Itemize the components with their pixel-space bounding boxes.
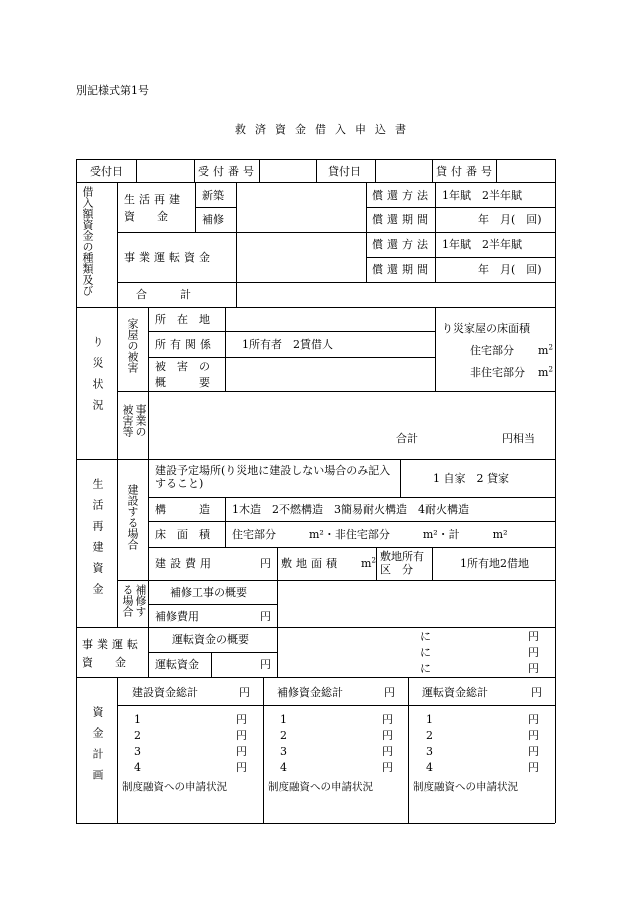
business-total-label: 運転資金総計 <box>422 686 488 699</box>
business-summary-label: 運転資金の概要 <box>172 633 249 646</box>
repair-apply-status: 制度融資への申請状況 <box>268 781 373 793</box>
repair-item-2-yen: 円 <box>382 729 393 742</box>
non-residential-part-label: 非住宅部分 <box>470 366 525 379</box>
business-fund-section-label-a: 事業運転 <box>82 638 142 651</box>
repair-item-3: 3 <box>280 745 287 758</box>
business-amount-yen: 円 <box>260 658 271 671</box>
business-item-3-yen: 円 <box>528 745 539 758</box>
business-yen-1: 円 <box>528 630 539 643</box>
land-options: 1所有地2借地 <box>460 557 529 570</box>
business-ni-3: に <box>420 662 431 675</box>
fund-plan-label: 資金計画 <box>91 706 104 790</box>
repair-total-yen: 円 <box>384 686 395 699</box>
business-yen-2: 円 <box>528 646 539 659</box>
repair-item-3-yen: 円 <box>382 745 393 758</box>
repair-total-label: 補修資金総計 <box>277 686 343 699</box>
repair-case-label: 補修する場合 <box>121 584 147 617</box>
land-ownership-label: 敷地所有区 分 <box>380 550 424 576</box>
build-item-2: 2 <box>134 729 141 742</box>
business-damage-label: 事業の被害等 <box>121 404 147 437</box>
build-item-1-yen: 円 <box>236 713 247 726</box>
repay-period-label-1: 償還期間 <box>372 213 432 226</box>
loan-date-label: 貸付日 <box>328 165 361 178</box>
repay-period-label-2: 償還期間 <box>372 263 432 276</box>
business-item-3: 3 <box>426 745 433 758</box>
living-rebuild-label-a: 生活再建 <box>124 193 184 206</box>
repair-item-1-yen: 円 <box>382 713 393 726</box>
repair-label: 補修 <box>202 213 224 226</box>
disaster-total-label: 合計 <box>396 432 418 445</box>
repay-method-options-2: 1年賦 2半年賦 <box>442 238 522 251</box>
business-fund-section-label-b: 資 金 <box>82 656 126 669</box>
business-total-yen: 円 <box>531 686 542 699</box>
living-rebuild-label-b: 資 金 <box>124 210 168 223</box>
planned-site-label: 建設予定場所(り災地に建設しない場合のみ記入すること) <box>155 464 391 490</box>
repair-item-1: 1 <box>280 713 287 726</box>
repay-method-options-1: 1年賦 2半年賦 <box>442 189 522 202</box>
damage-summary-label-a: 被 害 の <box>155 360 210 373</box>
land-area-label: 敷地面積 <box>281 557 341 570</box>
construction-cost-label: 建設費用 <box>155 557 215 570</box>
repay-period-value-2: 年 月( 回) <box>478 263 542 276</box>
floor-area-label: 床 面 積 <box>155 528 210 541</box>
damage-summary-label-b: 概 要 <box>155 376 210 389</box>
business-fund-label: 事業運転資金 <box>124 251 214 264</box>
loan-total-label: 合 計 <box>136 288 191 301</box>
non-residential-unit: $m^2$ <box>538 365 553 379</box>
floor-area-value: 住宅部分 m²・非住宅部分 m²・計 m² <box>232 528 508 541</box>
land-area-unit: $m^2$ <box>361 556 376 570</box>
construction-cost-yen: 円 <box>260 557 271 570</box>
floor-area-title: り災家屋の床面積 <box>442 322 530 335</box>
loan-number-label: 貸付番号 <box>436 165 496 178</box>
received-number-label: 受付番号 <box>198 165 258 178</box>
business-ni-1: に <box>420 630 431 643</box>
structure-label: 構 造 <box>155 503 210 516</box>
business-item-1-yen: 円 <box>528 713 539 726</box>
repair-item-4: 4 <box>280 761 287 774</box>
business-apply-status: 制度融資への申請状況 <box>413 781 518 793</box>
ownership-label: 所有関係 <box>155 338 215 351</box>
repair-cost-yen: 円 <box>260 610 271 623</box>
repair-cost-label: 補修費用 <box>155 610 199 623</box>
repair-item-2: 2 <box>280 729 287 742</box>
residential-unit: $m^2$ <box>538 343 553 357</box>
build-item-2-yen: 円 <box>236 729 247 742</box>
page-title: 救済資金借入申込書 <box>235 123 415 136</box>
business-item-2: 2 <box>426 729 433 742</box>
site-options: 1 自家 2 貸家 <box>433 472 509 485</box>
business-ni-2: に <box>420 646 431 659</box>
yen-equiv-label: 円相当 <box>502 432 535 445</box>
build-item-4: 4 <box>134 761 141 774</box>
business-yen-3: 円 <box>528 662 539 675</box>
repair-summary-label: 補修工事の概要 <box>170 586 247 599</box>
location-label: 所 在 地 <box>155 313 210 326</box>
build-total-label: 建設資金総計 <box>132 686 198 699</box>
repay-method-label-2: 償還方法 <box>372 238 432 251</box>
structure-options: 1木造 2不燃構造 3簡易耐火構造 4耐火構造 <box>232 503 469 516</box>
rebuild-fund-label: 生活再建資金 <box>91 478 104 604</box>
build-case-label: 建設する場合 <box>126 484 139 550</box>
build-item-1: 1 <box>134 713 141 726</box>
ownership-options: 1所有者 2賃借人 <box>242 338 333 351</box>
business-item-1: 1 <box>426 713 433 726</box>
business-amount-label: 運転資金 <box>155 658 199 671</box>
business-item-2-yen: 円 <box>528 729 539 742</box>
build-item-3-yen: 円 <box>236 745 247 758</box>
repair-item-4-yen: 円 <box>382 761 393 774</box>
received-date-label: 受付日 <box>90 165 123 178</box>
repay-method-label-1: 償還方法 <box>372 189 432 202</box>
build-total-yen: 円 <box>239 686 250 699</box>
form-number: 別記様式第1号 <box>76 84 149 97</box>
build-apply-status: 制度融資への申請状況 <box>122 781 227 793</box>
residential-part-label: 住宅部分 <box>470 344 514 357</box>
new-build-label: 新築 <box>202 189 224 202</box>
loan-type-label: 借入額資金の種類及び <box>81 186 94 296</box>
repay-period-value-1: 年 月( 回) <box>478 213 542 226</box>
build-item-3: 3 <box>134 745 141 758</box>
house-damage-label: 家屋の被害 <box>126 318 139 373</box>
business-item-4: 4 <box>426 761 433 774</box>
disaster-status-label: り災状況 <box>91 336 104 420</box>
build-item-4-yen: 円 <box>236 761 247 774</box>
business-item-4-yen: 円 <box>528 761 539 774</box>
